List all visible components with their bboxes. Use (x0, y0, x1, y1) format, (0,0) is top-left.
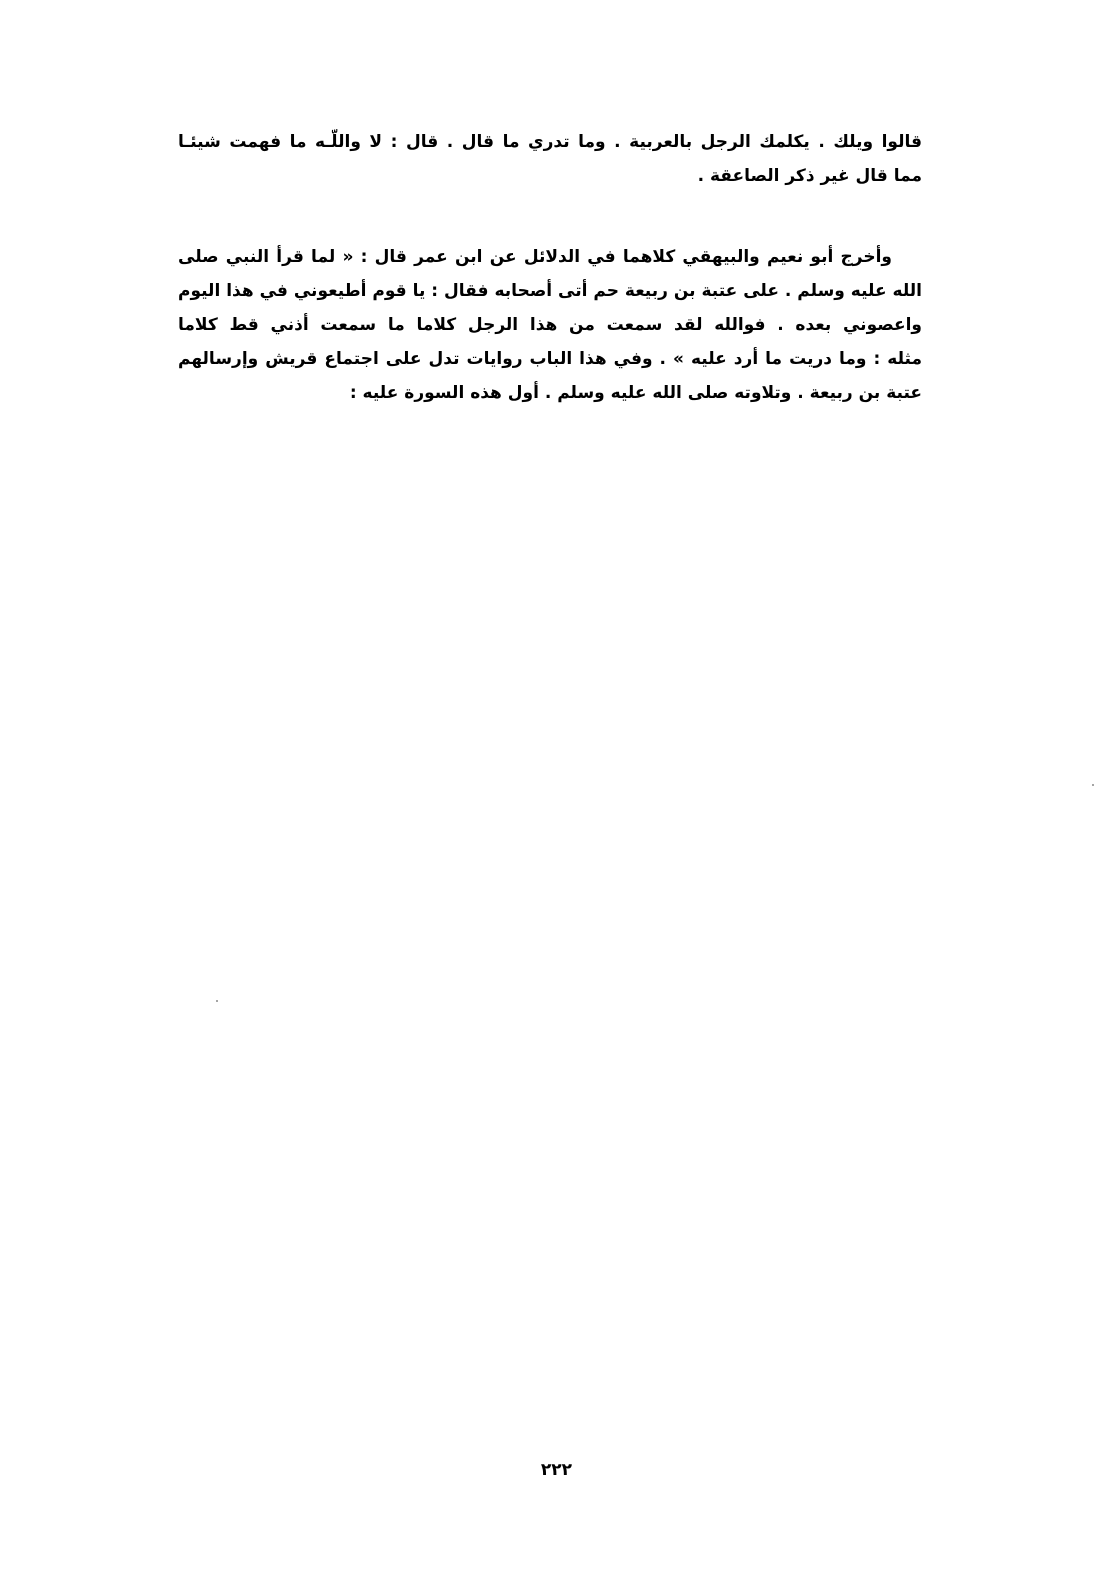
paragraph-1 (178, 125, 922, 193)
page-number: ٢٢٢ (540, 1460, 573, 1480)
paragraph-2 (178, 240, 922, 410)
paragraph-2-line-3: واعصوني بعده . فوالله لقد سمعت من هذا الرجل كلاما ما سمعت أذني قط كلاما (178, 315, 922, 335)
paragraph-2-line-1: وأخرج أبو نعيم والبيهقي كلاهما في الدلائل عن ابن عمر قال : « لما قرأ النبي صلى (178, 247, 892, 267)
scan-speck (216, 1000, 218, 1002)
paragraph-2-line-4: مثله : وما دريت ما أرد عليه » . وفي هذا الباب روايات تدل على اجتماع قريش وإرسالهم (178, 349, 922, 369)
scan-speck (1092, 784, 1094, 786)
paragraph-1-line-2: مما قال غير ذكر الصاعقة . (697, 166, 922, 186)
paragraph-2-line-2: الله عليه وسلم . على عتبة بن ربيعة حم أتى أصحابه فقال : يا قوم أطيعوني في هذا اليوم (178, 281, 922, 301)
paragraph-2-line-5: عتبة بن ربيعة . وتلاوته صلى الله عليه وسلم . أول هذه السورة عليه : (349, 383, 922, 403)
paragraph-1-line-1: قالوا ويلك . يكلمك الرجل بالعربية . وما تدري ما قال . قال : لا واللّـه ما فهمت شيئـا (178, 132, 922, 152)
